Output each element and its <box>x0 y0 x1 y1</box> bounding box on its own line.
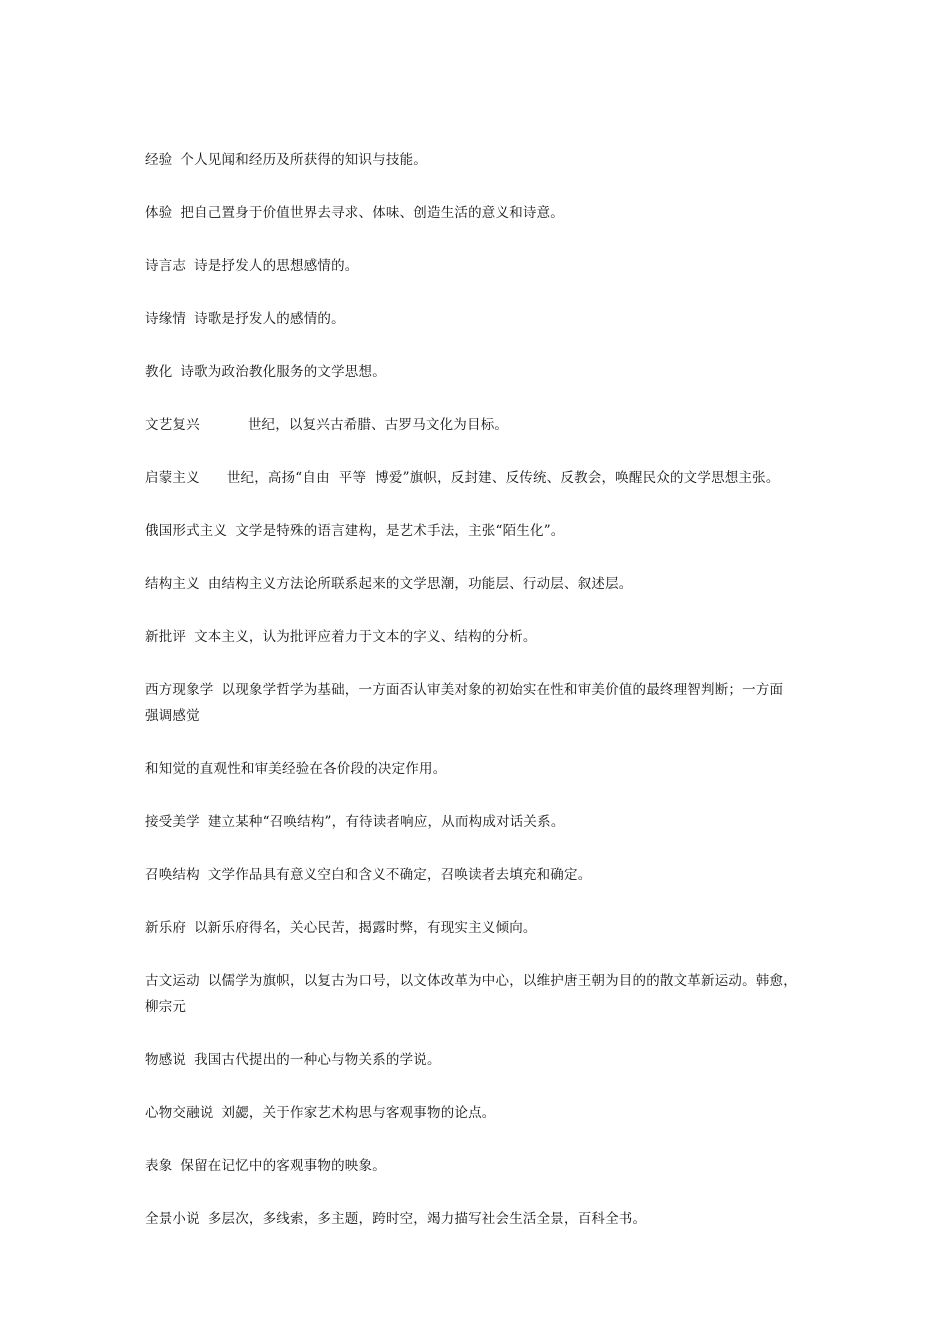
entry-definition: 个人见闻和经历及所获得的知识与技能。 <box>180 152 428 168</box>
entry-definition: 世纪，以复兴古希腊、古罗马文化为目标。 <box>247 417 509 433</box>
entry-term: 全景小说 <box>145 1211 200 1227</box>
glossary-entry <box>145 200 815 226</box>
entry-definition: 我国古代提出的一种心与物关系的学说。 <box>194 1052 441 1068</box>
entry-definition: 文学是特殊的语言建构，是艺术手法，主张“陌生化”。 <box>235 523 565 539</box>
glossary-entry <box>145 1153 815 1179</box>
entry-term: 古文运动 <box>145 973 200 989</box>
entry-term: 西方现象学 <box>145 682 214 698</box>
entry-definition-continued: 强调感觉 <box>145 708 200 724</box>
entry-definition: 诗歌为政治教化服务的文学思想。 <box>180 364 386 380</box>
entry-term: 新批评 <box>145 629 187 645</box>
entry-definition: 诗歌是抒发人的感情的。 <box>194 311 345 327</box>
entry-definition: 以新乐府得名，关心民苦，揭露时弊，有现实主义倾向。 <box>194 920 537 936</box>
entry-term: 心物交融说 <box>145 1105 214 1121</box>
entry-definition: 保留在记忆中的客观事物的映象。 <box>180 1158 386 1174</box>
entry-definition: 多层次，多线索，多主题，跨时空，竭力描写社会生活全景，百科全书。 <box>207 1211 647 1227</box>
glossary-entry <box>145 862 815 888</box>
glossary-entry <box>145 359 815 385</box>
glossary-entry <box>145 756 815 782</box>
entry-term: 接受美学 <box>145 814 200 830</box>
entry-term: 召唤结构 <box>145 867 200 883</box>
entry-definition: 文学作品具有意义空白和含义不确定，召唤读者去填充和确定。 <box>207 867 592 883</box>
glossary-entry <box>145 1206 815 1232</box>
glossary-entry <box>145 624 815 650</box>
entry-definition: 把自己置身于价值世界去寻求、体味、创造生活的意义和诗意。 <box>180 205 565 221</box>
glossary-entry <box>145 412 815 438</box>
entry-definition: 刘勰，关于作家艺术构思与客观事物的论点。 <box>221 1105 496 1121</box>
glossary-entry <box>145 677 815 703</box>
entry-term: 教化 <box>145 364 173 380</box>
entry-definition: 建立某种“召唤结构”，有待读者响应，从而构成对话关系。 <box>207 814 565 830</box>
entry-term: 结构主义 <box>145 576 200 592</box>
entry-definition: 以儒学为旗帜，以复古为口号，以文体改革为中心，以维护唐王朝为目的的散文革新运动。韩愈， <box>207 973 797 989</box>
entry-definition: 诗是抒发人的思想感情的。 <box>194 258 359 274</box>
glossary-entry <box>145 306 815 332</box>
entry-term: 文艺复兴 <box>145 417 200 433</box>
entry-term: 俄国形式主义 <box>145 523 228 539</box>
entry-definition: 文本主义，认为批评应着力于文本的字义、结构的分析。 <box>194 629 537 645</box>
entry-definition: 世纪，高扬“自由 平等 博爱”旗帜，反封建、反传统、反教会，唤醒民众的文学思想主张。 <box>226 470 780 486</box>
entry-term: 表象 <box>145 1158 173 1174</box>
glossary-entry <box>145 518 815 544</box>
entry-term: 诗缘情 <box>145 311 187 327</box>
entry-definition: 和知觉的直观性和审美经验在各价段的决定作用。 <box>145 761 447 777</box>
glossary-entry <box>145 571 815 597</box>
entry-definition: 由结构主义方法论所联系起来的文学思潮，功能层、行动层、叙述层。 <box>207 576 633 592</box>
glossary-entry <box>145 1100 815 1126</box>
entry-definition-continued: 柳宗元 <box>145 999 187 1015</box>
glossary-entry <box>145 465 815 491</box>
entry-term: 新乐府 <box>145 920 187 936</box>
glossary-entry-continuation <box>145 703 815 729</box>
entry-term: 物感说 <box>145 1052 187 1068</box>
entry-term: 诗言志 <box>145 258 187 274</box>
glossary-entry <box>145 147 815 173</box>
glossary-entry <box>145 915 815 941</box>
glossary-entry <box>145 809 815 835</box>
entry-term: 经验 <box>145 152 173 168</box>
glossary-entry-continuation <box>145 994 815 1020</box>
entry-term: 启蒙主义 <box>145 470 200 486</box>
entry-term: 体验 <box>145 205 173 221</box>
glossary-entry <box>145 968 815 994</box>
glossary-entry <box>145 1047 815 1073</box>
entry-definition: 以现象学哲学为基础，一方面否认审美对象的初始实在性和审美价值的最终理智判断；一方面 <box>221 682 784 698</box>
glossary-entry <box>145 253 815 279</box>
